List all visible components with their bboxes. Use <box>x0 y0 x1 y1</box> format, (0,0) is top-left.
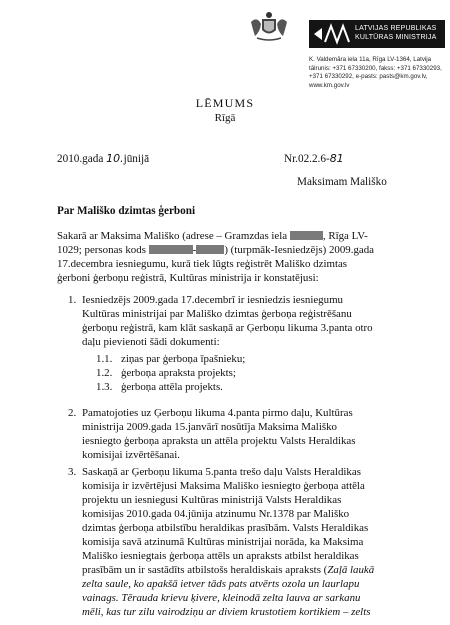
document-place: Rīgā <box>214 112 236 124</box>
recipient: Maksimam Mališko <box>297 176 387 188</box>
list-item-number: 2. <box>68 407 77 419</box>
ministry-name-line2: KULTŪRAS MINISTRIJA <box>355 34 437 41</box>
redacted-block <box>196 245 224 254</box>
intro-line: 17.decembra iesniegumu, kurā tiek lūgts reģistrēt Mališko dzimtas <box>57 258 348 270</box>
intro-paragraph <box>57 229 402 285</box>
sub-list-item: 1.3. ģerboņa attēla projekts. <box>96 381 223 393</box>
address-line: K. Valdemāra iela 11a, Rīga LV-1364, Latvija <box>309 56 432 63</box>
ministry-address <box>309 56 449 90</box>
address-line: tālrunis: +371 67330200, fakss: +371 67330293, <box>309 64 442 72</box>
document-date <box>57 152 149 165</box>
coat-of-arms-icon <box>249 10 289 42</box>
intro-line: 1029; personas kods - ) (turpmāk-Iesniedzējs) 2009.gada <box>57 244 375 256</box>
document-number <box>284 152 344 165</box>
subject-heading: Par Mališko dzimtas ģerboni <box>57 205 196 217</box>
address-line: www.km.gov.lv <box>309 81 350 89</box>
document-title: LĒMUMS <box>195 96 255 110</box>
list-item-number: 1. <box>68 294 77 306</box>
number-handwritten: 81 <box>329 152 344 165</box>
date-suffix: jūnijā <box>123 153 150 165</box>
ministry-name-line1: LATVIJAS REPUBLIKAS <box>355 25 437 32</box>
list-item-number: 3. <box>68 466 77 478</box>
redacted-block <box>290 231 323 240</box>
list-item-text: Saskaņā ar Ģerboņu likuma 5.panta trešo daļu Valsts Heraldikas komisija ir izvērtējusi Maksima Mališko iesniegto ģerboņa attēla projektu un iesniegusi Kultūras ministrijā Valsts Heraldikas komisijas 2010.gada 04.jūnija atzinumu Nr.1378 par Mališko dzimtas ģerboņa atbilstību heraldikas prasībām. Valsts Heraldikas komisija savā atzinumā Kultūras ministrijai norāda, ka Maksima Mališko iesniegtais ģerboņa attēls un apraksts atbilst heraldikas prasībām un ir sastādīts atbilstošs heraldiskais apraksts (Zaļā laukā zelta saule, ko apakšā ietver tāds pats atvērts ozola un laurlapu vainags. Tērauda krievu ķivere, kleinodā zelta lauva ar sarkanu mēli, kas tur zilu vairodziņu ar diviem krustotiem kortikiem – zelts <box>82 466 375 618</box>
date-handwritten: 10. <box>106 152 124 165</box>
ministry-name <box>355 24 436 42</box>
sub-list-item: 1.2. ģerboņa apraksta projekts; <box>96 367 236 379</box>
list-item-text: Pamatojoties uz Ģerboņu likuma 4.panta pirmo daļu, Kultūras ministrija 2009.gada 15.janvārī nosūtīja Maksima Mališko iesniegto ģerboņa apraksta un attēla projektu Valsts Heraldikas komisijai izvērtēšanai. <box>82 407 356 461</box>
sub-list-item: 1.1. ziņas par ģerboņa īpašnieku; <box>96 353 246 365</box>
date-prefix: 2010.gada <box>57 153 104 165</box>
intro-line: ģerboni ģerboņu reģistrā, Kultūras ministrija ir konstatējusi: <box>57 272 319 284</box>
number-prefix: Nr.02.2.6- <box>284 153 330 165</box>
address-line: +371 67330292, e-pasts: pasts@km.gov.lv, <box>309 73 428 81</box>
ministry-emblem-icon <box>311 20 353 48</box>
list-item-text: Iesniedzējs 2009.gada 17.decembrī ir iesniedzis iesniegumu Kultūras ministrijai par Mališko dzimtas ģerboņa reģistrēšanu ģerboņu reģistrā, kam klāt saskaņā ar Ģerboņu likuma 3.panta otro daļu pievienoti šādi dokumenti: <box>82 294 373 348</box>
redacted-block <box>149 245 193 254</box>
intro-line: Sakarā ar Maksima Mališko (adrese – Gramzdas iela , Rīga LV- <box>57 230 368 242</box>
